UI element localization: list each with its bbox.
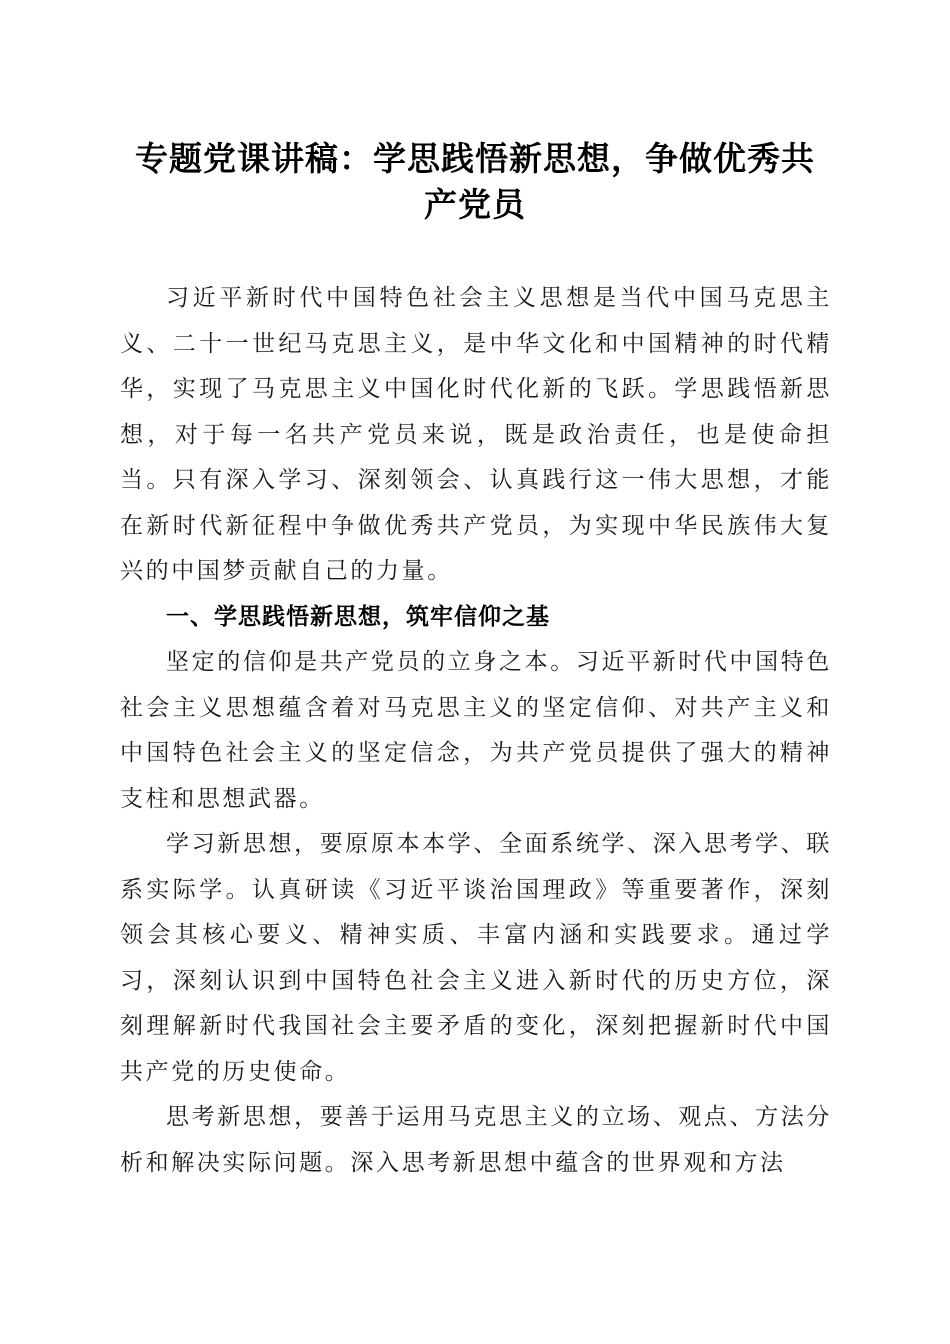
document-body <box>120 276 832 1186</box>
body-paragraph: 思考新思想，要善于运用马克思主义的立场、观点、方法分析和解决实际问题。深入思考新思想中蕴含的世界观和方法 <box>120 1104 832 1176</box>
title-line-1: 专题党课讲稿：学思践悟新思想，争做优秀共 <box>135 139 815 178</box>
section-heading: 一、学思践悟新思想，筑牢信仰之基 <box>166 603 550 630</box>
body-paragraph: 坚定的信仰是共产党员的立身之本。习近平新时代中国特色社会主义思想蕴含着对马克思主义的坚定信仰、对共产主义和中国特色社会主义的坚定信念，为共产党员提供了强大的精神支柱和思想武器。 <box>120 649 832 812</box>
body-paragraph: 学习新思想，要原原本本学、全面系统学、深入思考学、联系实际学。认真研读《习近平谈治国理政》等重要著作，深刻领会其核心要义、精神实质、丰富内涵和实践要求。通过学习，深刻认识到中国特色社会主义进入新时代的历史方位，深刻理解新时代我国社会主要矛盾的变化，深刻把握新时代中国共产党的历史使命。 <box>120 831 832 1085</box>
document-title <box>110 136 840 228</box>
title-line-2: 产党员 <box>424 185 526 224</box>
intro-paragraph: 习近平新时代中国特色社会主义思想是当代中国马克思主义、二十一世纪马克思主义，是中华文化和中国精神的时代精华，实现了马克思主义中国化时代化新的飞跃。学思践悟新思想，对于每一名共产党员来说，既是政治责任，也是使命担当。只有深入学习、深刻领会、认真践行这一伟大思想，才能在新时代新征程中争做优秀共产党员，为实现中华民族伟大复兴的中国梦贡献自己的力量。 <box>120 285 832 584</box>
